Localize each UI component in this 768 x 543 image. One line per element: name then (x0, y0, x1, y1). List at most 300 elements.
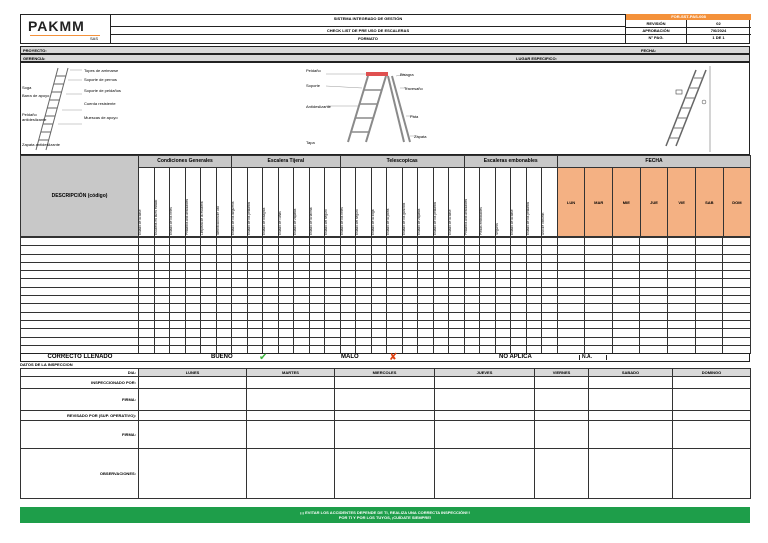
check-cell[interactable] (201, 320, 217, 328)
check-cell[interactable] (557, 312, 585, 320)
check-cell[interactable] (294, 238, 310, 246)
reviewed-by-field[interactable] (589, 411, 673, 421)
check-cell[interactable] (201, 254, 217, 262)
check-cell[interactable] (668, 246, 696, 254)
check-cell[interactable] (387, 254, 403, 262)
check-cell[interactable] (371, 246, 387, 254)
check-cell[interactable] (723, 254, 751, 262)
reviewed-by-field[interactable] (673, 411, 751, 421)
check-cell[interactable] (542, 262, 558, 270)
check-cell[interactable] (695, 287, 723, 295)
observations-field[interactable] (435, 449, 535, 499)
check-cell[interactable] (371, 271, 387, 279)
check-cell[interactable] (449, 246, 465, 254)
check-cell[interactable] (418, 287, 434, 295)
check-cell[interactable] (263, 287, 279, 295)
check-cell[interactable] (356, 296, 372, 304)
check-cell[interactable] (418, 329, 434, 337)
observations-field[interactable] (673, 449, 751, 499)
check-cell[interactable] (480, 246, 496, 254)
check-cell[interactable] (247, 296, 263, 304)
check-cell[interactable] (294, 262, 310, 270)
check-cell[interactable] (139, 304, 155, 312)
description-cell[interactable] (21, 337, 139, 345)
check-cell[interactable] (464, 296, 480, 304)
check-cell[interactable] (557, 246, 585, 254)
observations-field[interactable] (335, 449, 435, 499)
check-cell[interactable] (387, 337, 403, 345)
check-cell[interactable] (449, 329, 465, 337)
check-cell[interactable] (526, 337, 542, 345)
check-cell[interactable] (402, 287, 418, 295)
check-cell[interactable] (433, 254, 449, 262)
check-cell[interactable] (612, 271, 640, 279)
check-cell[interactable] (480, 337, 496, 345)
signature2-field[interactable] (247, 421, 335, 449)
check-cell[interactable] (263, 254, 279, 262)
check-cell[interactable] (371, 254, 387, 262)
check-cell[interactable] (170, 271, 186, 279)
check-cell[interactable] (495, 304, 511, 312)
check-cell[interactable] (695, 304, 723, 312)
check-cell[interactable] (201, 287, 217, 295)
check-cell[interactable] (557, 254, 585, 262)
check-cell[interactable] (294, 304, 310, 312)
check-cell[interactable] (170, 296, 186, 304)
observations-field[interactable] (535, 449, 589, 499)
check-cell[interactable] (185, 254, 201, 262)
description-cell[interactable] (21, 287, 139, 295)
check-cell[interactable] (232, 296, 248, 304)
check-cell[interactable] (480, 254, 496, 262)
check-cell[interactable] (495, 262, 511, 270)
description-cell[interactable] (21, 238, 139, 246)
check-cell[interactable] (418, 254, 434, 262)
check-cell[interactable] (294, 312, 310, 320)
check-cell[interactable] (154, 279, 170, 287)
check-cell[interactable] (216, 254, 232, 262)
check-cell[interactable] (185, 320, 201, 328)
check-cell[interactable] (557, 262, 585, 270)
check-cell[interactable] (278, 304, 294, 312)
check-cell[interactable] (402, 312, 418, 320)
check-cell[interactable] (216, 279, 232, 287)
check-cell[interactable] (247, 271, 263, 279)
check-cell[interactable] (640, 329, 668, 337)
check-cell[interactable] (170, 254, 186, 262)
check-cell[interactable] (612, 254, 640, 262)
check-cell[interactable] (201, 238, 217, 246)
check-cell[interactable] (668, 254, 696, 262)
inspected-by-field[interactable] (435, 377, 535, 389)
check-cell[interactable] (325, 296, 341, 304)
check-cell[interactable] (232, 337, 248, 345)
check-cell[interactable] (695, 262, 723, 270)
check-cell[interactable] (449, 271, 465, 279)
check-cell[interactable] (585, 337, 613, 345)
check-cell[interactable] (449, 287, 465, 295)
check-cell[interactable] (387, 246, 403, 254)
check-cell[interactable] (232, 304, 248, 312)
check-cell[interactable] (201, 337, 217, 345)
check-cell[interactable] (612, 304, 640, 312)
check-cell[interactable] (340, 246, 356, 254)
check-cell[interactable] (154, 329, 170, 337)
check-cell[interactable] (557, 271, 585, 279)
signature2-field[interactable] (535, 421, 589, 449)
check-cell[interactable] (201, 329, 217, 337)
check-cell[interactable] (585, 238, 613, 246)
check-cell[interactable] (263, 329, 279, 337)
check-cell[interactable] (325, 254, 341, 262)
check-cell[interactable] (247, 279, 263, 287)
check-cell[interactable] (449, 312, 465, 320)
check-cell[interactable] (542, 271, 558, 279)
check-cell[interactable] (139, 271, 155, 279)
check-cell[interactable] (309, 262, 325, 270)
check-cell[interactable] (495, 287, 511, 295)
check-cell[interactable] (170, 246, 186, 254)
check-cell[interactable] (668, 262, 696, 270)
check-cell[interactable] (325, 320, 341, 328)
check-cell[interactable] (340, 329, 356, 337)
check-cell[interactable] (695, 271, 723, 279)
check-cell[interactable] (170, 320, 186, 328)
check-cell[interactable] (668, 320, 696, 328)
check-cell[interactable] (402, 337, 418, 345)
check-cell[interactable] (232, 271, 248, 279)
check-cell[interactable] (356, 337, 372, 345)
check-cell[interactable] (542, 287, 558, 295)
check-cell[interactable] (387, 329, 403, 337)
check-cell[interactable] (585, 254, 613, 262)
check-cell[interactable] (723, 262, 751, 270)
check-cell[interactable] (278, 238, 294, 246)
check-cell[interactable] (495, 329, 511, 337)
description-cell[interactable] (21, 246, 139, 254)
check-cell[interactable] (640, 254, 668, 262)
check-cell[interactable] (247, 238, 263, 246)
check-cell[interactable] (294, 279, 310, 287)
check-cell[interactable] (640, 271, 668, 279)
check-cell[interactable] (511, 271, 527, 279)
check-cell[interactable] (557, 238, 585, 246)
check-cell[interactable] (263, 296, 279, 304)
check-cell[interactable] (278, 337, 294, 345)
check-cell[interactable] (464, 279, 480, 287)
check-cell[interactable] (542, 238, 558, 246)
check-cell[interactable] (325, 304, 341, 312)
check-cell[interactable] (139, 254, 155, 262)
check-cell[interactable] (371, 329, 387, 337)
check-cell[interactable] (668, 238, 696, 246)
observations-field[interactable] (139, 449, 247, 499)
check-cell[interactable] (232, 246, 248, 254)
check-cell[interactable] (232, 287, 248, 295)
check-cell[interactable] (723, 304, 751, 312)
check-cell[interactable] (247, 320, 263, 328)
check-cell[interactable] (278, 329, 294, 337)
check-cell[interactable] (640, 337, 668, 345)
check-cell[interactable] (309, 246, 325, 254)
check-cell[interactable] (309, 320, 325, 328)
check-cell[interactable] (449, 254, 465, 262)
check-cell[interactable] (526, 287, 542, 295)
check-cell[interactable] (433, 296, 449, 304)
check-cell[interactable] (585, 296, 613, 304)
check-cell[interactable] (526, 329, 542, 337)
check-cell[interactable] (464, 337, 480, 345)
check-cell[interactable] (139, 279, 155, 287)
check-cell[interactable] (232, 262, 248, 270)
check-cell[interactable] (612, 296, 640, 304)
signature2-field[interactable] (589, 421, 673, 449)
check-cell[interactable] (402, 296, 418, 304)
check-cell[interactable] (612, 312, 640, 320)
check-cell[interactable] (185, 246, 201, 254)
check-cell[interactable] (263, 271, 279, 279)
check-cell[interactable] (325, 262, 341, 270)
check-cell[interactable] (433, 271, 449, 279)
check-cell[interactable] (154, 304, 170, 312)
check-cell[interactable] (495, 246, 511, 254)
check-cell[interactable] (278, 279, 294, 287)
check-cell[interactable] (526, 254, 542, 262)
check-cell[interactable] (185, 238, 201, 246)
check-cell[interactable] (542, 337, 558, 345)
check-cell[interactable] (418, 279, 434, 287)
check-cell[interactable] (309, 337, 325, 345)
description-cell[interactable] (21, 296, 139, 304)
check-cell[interactable] (387, 296, 403, 304)
check-cell[interactable] (170, 262, 186, 270)
check-cell[interactable] (557, 320, 585, 328)
check-cell[interactable] (464, 329, 480, 337)
check-cell[interactable] (356, 329, 372, 337)
check-cell[interactable] (294, 337, 310, 345)
check-cell[interactable] (340, 238, 356, 246)
check-cell[interactable] (612, 238, 640, 246)
check-cell[interactable] (371, 312, 387, 320)
check-cell[interactable] (640, 279, 668, 287)
check-cell[interactable] (387, 238, 403, 246)
check-cell[interactable] (387, 287, 403, 295)
check-cell[interactable] (418, 312, 434, 320)
check-cell[interactable] (526, 312, 542, 320)
check-cell[interactable] (278, 320, 294, 328)
check-cell[interactable] (511, 262, 527, 270)
signature-field[interactable] (589, 389, 673, 411)
check-cell[interactable] (185, 337, 201, 345)
check-cell[interactable] (668, 279, 696, 287)
check-cell[interactable] (464, 238, 480, 246)
check-cell[interactable] (402, 254, 418, 262)
check-cell[interactable] (325, 279, 341, 287)
check-cell[interactable] (402, 279, 418, 287)
check-cell[interactable] (340, 287, 356, 295)
check-cell[interactable] (418, 337, 434, 345)
description-cell[interactable] (21, 320, 139, 328)
check-cell[interactable] (695, 337, 723, 345)
check-cell[interactable] (542, 279, 558, 287)
check-cell[interactable] (585, 304, 613, 312)
check-cell[interactable] (216, 238, 232, 246)
check-cell[interactable] (495, 254, 511, 262)
check-cell[interactable] (325, 312, 341, 320)
check-cell[interactable] (449, 238, 465, 246)
check-cell[interactable] (247, 337, 263, 345)
check-cell[interactable] (170, 287, 186, 295)
check-cell[interactable] (247, 312, 263, 320)
check-cell[interactable] (495, 238, 511, 246)
check-cell[interactable] (480, 279, 496, 287)
check-cell[interactable] (464, 254, 480, 262)
check-cell[interactable] (356, 238, 372, 246)
check-cell[interactable] (201, 271, 217, 279)
inspected-by-field[interactable] (589, 377, 673, 389)
check-cell[interactable] (154, 337, 170, 345)
check-cell[interactable] (154, 296, 170, 304)
check-cell[interactable] (154, 254, 170, 262)
check-cell[interactable] (640, 287, 668, 295)
check-cell[interactable] (511, 337, 527, 345)
check-cell[interactable] (402, 246, 418, 254)
check-cell[interactable] (418, 296, 434, 304)
check-cell[interactable] (557, 337, 585, 345)
check-cell[interactable] (356, 287, 372, 295)
check-cell[interactable] (511, 320, 527, 328)
check-cell[interactable] (480, 296, 496, 304)
check-cell[interactable] (356, 254, 372, 262)
check-cell[interactable] (640, 304, 668, 312)
check-cell[interactable] (387, 320, 403, 328)
check-cell[interactable] (557, 279, 585, 287)
description-cell[interactable] (21, 279, 139, 287)
check-cell[interactable] (640, 262, 668, 270)
check-cell[interactable] (542, 329, 558, 337)
check-cell[interactable] (418, 271, 434, 279)
check-cell[interactable] (185, 312, 201, 320)
check-cell[interactable] (418, 262, 434, 270)
check-cell[interactable] (480, 304, 496, 312)
check-cell[interactable] (464, 312, 480, 320)
check-cell[interactable] (139, 320, 155, 328)
check-cell[interactable] (294, 329, 310, 337)
check-cell[interactable] (309, 304, 325, 312)
check-cell[interactable] (402, 238, 418, 246)
check-cell[interactable] (216, 312, 232, 320)
check-cell[interactable] (263, 304, 279, 312)
check-cell[interactable] (309, 254, 325, 262)
check-cell[interactable] (325, 329, 341, 337)
check-cell[interactable] (371, 238, 387, 246)
observations-field[interactable] (247, 449, 335, 499)
check-cell[interactable] (433, 262, 449, 270)
check-cell[interactable] (371, 320, 387, 328)
check-cell[interactable] (356, 320, 372, 328)
check-cell[interactable] (340, 320, 356, 328)
check-cell[interactable] (340, 304, 356, 312)
check-cell[interactable] (668, 304, 696, 312)
check-cell[interactable] (723, 312, 751, 320)
inspected-by-field[interactable] (673, 377, 751, 389)
check-cell[interactable] (585, 271, 613, 279)
check-cell[interactable] (263, 312, 279, 320)
check-cell[interactable] (201, 304, 217, 312)
signature-field[interactable] (247, 389, 335, 411)
check-cell[interactable] (340, 254, 356, 262)
check-cell[interactable] (542, 312, 558, 320)
check-cell[interactable] (340, 262, 356, 270)
check-cell[interactable] (668, 329, 696, 337)
check-cell[interactable] (433, 287, 449, 295)
check-cell[interactable] (418, 246, 434, 254)
check-cell[interactable] (723, 238, 751, 246)
check-cell[interactable] (723, 296, 751, 304)
check-cell[interactable] (309, 312, 325, 320)
check-cell[interactable] (542, 320, 558, 328)
check-cell[interactable] (495, 296, 511, 304)
check-cell[interactable] (526, 246, 542, 254)
check-cell[interactable] (511, 254, 527, 262)
check-cell[interactable] (325, 246, 341, 254)
check-cell[interactable] (585, 287, 613, 295)
check-cell[interactable] (278, 254, 294, 262)
check-cell[interactable] (356, 246, 372, 254)
check-cell[interactable] (402, 304, 418, 312)
check-cell[interactable] (511, 246, 527, 254)
check-cell[interactable] (216, 246, 232, 254)
check-cell[interactable] (387, 262, 403, 270)
check-cell[interactable] (356, 271, 372, 279)
check-cell[interactable] (340, 279, 356, 287)
check-cell[interactable] (640, 320, 668, 328)
check-cell[interactable] (139, 312, 155, 320)
check-cell[interactable] (495, 320, 511, 328)
check-cell[interactable] (216, 329, 232, 337)
check-cell[interactable] (402, 329, 418, 337)
check-cell[interactable] (216, 287, 232, 295)
check-cell[interactable] (294, 254, 310, 262)
check-cell[interactable] (542, 254, 558, 262)
check-cell[interactable] (170, 238, 186, 246)
check-cell[interactable] (433, 312, 449, 320)
check-cell[interactable] (201, 296, 217, 304)
check-cell[interactable] (170, 329, 186, 337)
check-cell[interactable] (154, 312, 170, 320)
check-cell[interactable] (695, 329, 723, 337)
check-cell[interactable] (695, 312, 723, 320)
check-cell[interactable] (139, 287, 155, 295)
check-cell[interactable] (232, 279, 248, 287)
check-cell[interactable] (640, 246, 668, 254)
check-cell[interactable] (263, 337, 279, 345)
check-cell[interactable] (612, 279, 640, 287)
signature-field[interactable] (535, 389, 589, 411)
check-cell[interactable] (185, 296, 201, 304)
check-cell[interactable] (433, 304, 449, 312)
check-cell[interactable] (139, 329, 155, 337)
check-cell[interactable] (449, 262, 465, 270)
check-cell[interactable] (723, 287, 751, 295)
check-cell[interactable] (464, 246, 480, 254)
check-cell[interactable] (294, 246, 310, 254)
signature-field[interactable] (673, 389, 751, 411)
check-cell[interactable] (216, 271, 232, 279)
check-cell[interactable] (247, 287, 263, 295)
check-cell[interactable] (232, 320, 248, 328)
check-cell[interactable] (139, 238, 155, 246)
